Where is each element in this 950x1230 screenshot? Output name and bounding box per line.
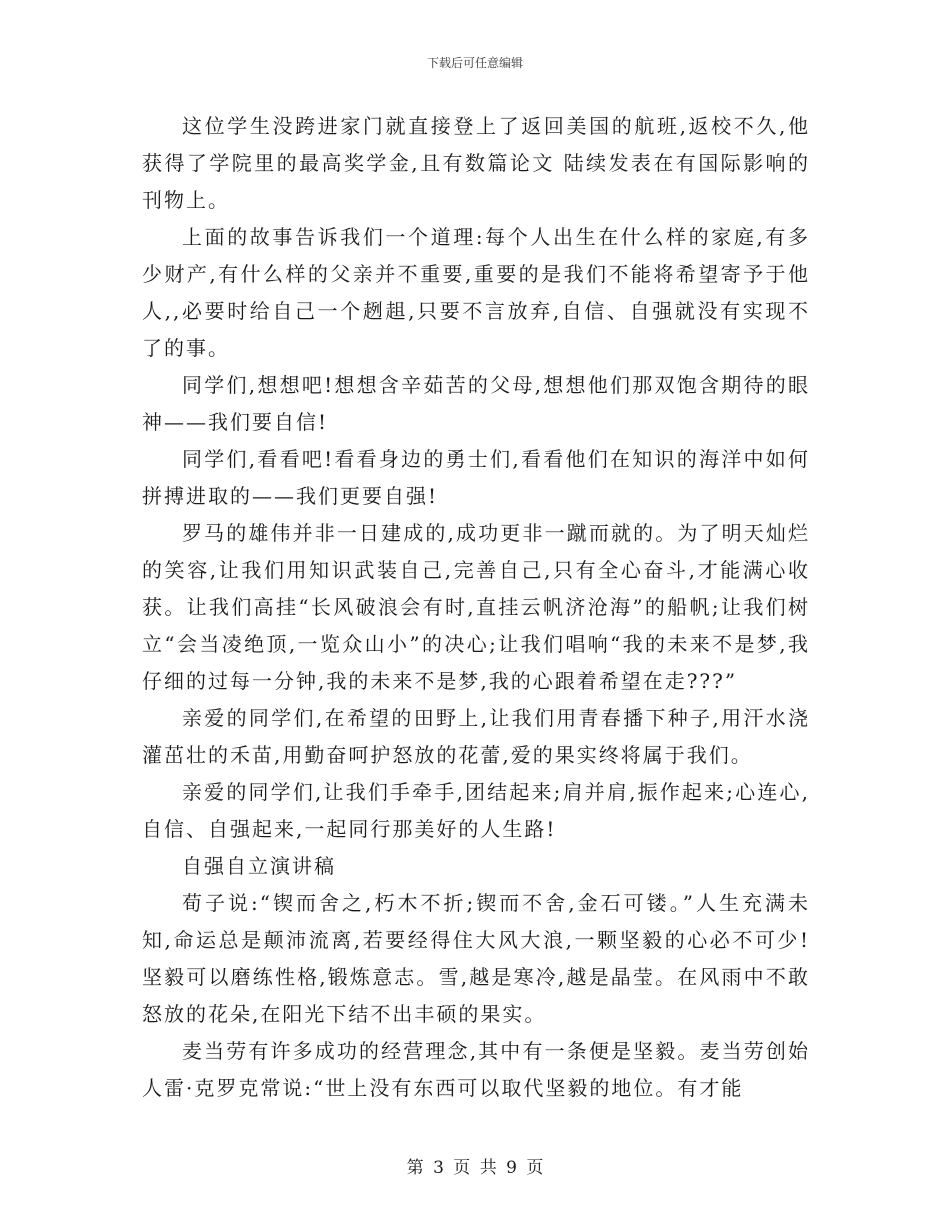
paragraph-5: 罗马的雄伟并非一日建成的,成功更非一蹴而就的。为了明天灿烂的笑容,让我们用知识武装自己,完善自己,只有全心奋斗,才能满心收获。让我们高挂“长风破浪会有时,直挂云帆济沧海”的船帆;让我们树立“会当凌绝顶,一览众山小”的决心;让我们唱响“我的未来不是梦,我仔细的过每一分钟,我的未来不是梦,我的心跟着希望在走???” — [142, 521, 810, 693]
paragraph-9: 麦当劳有许多成功的经营理念,其中有一条便是坚毅。麦当劳创始人雷·克罗克常说:“世上没有东西可以取代坚毅的地位。有才能 — [142, 1039, 810, 1100]
paragraph-4: 同学们,看看吧!看看身边的勇士们,看看他们在知识的海洋中如何拼搏进取的——我们更要自强! — [142, 447, 810, 508]
paragraph-1: 这位学生没跨进家门就直接登上了返回美国的航班,返校不久,他获得了学院里的最高奖学金,且有数篇论文 陆续发表在有国际影响的刊物上。 — [142, 114, 810, 212]
document-body — [142, 108, 810, 1107]
section-title: 自强自立演讲稿 — [182, 854, 336, 878]
page-number-footer: 第 3 页 共 9 页 — [406, 1158, 544, 1178]
paragraph-7: 亲爱的同学们,让我们手牵手,团结起来;肩并肩,振作起来;心连心,自信、自强起来,一起同行那美好的人生路! — [142, 780, 810, 841]
page-header: 下载后可任意编辑 — [426, 56, 523, 70]
paragraph-2: 上面的故事告诉我们一个道理:每个人出生在什么样的家庭,有多少财产,有什么样的父亲并不重要,重要的是我们不能将希望寄予于他人,,必要时给自己一个趔趄,只要不言放弃,自信、自强就没有实现不了的事。 — [142, 225, 810, 360]
paragraph-3: 同学们,想想吧!想想含辛茹苦的父母,想想他们那双饱含期待的眼神——我们要自信! — [142, 373, 810, 434]
paragraph-8: 荀子说:“锲而舍之,朽木不折;锲而不舍,金石可镂。”人生充满未知,命运总是颠沛流离,若要经得住大风大浪,一颗坚毅的心必不可少!坚毅可以磨练性格,锻炼意志。雪,越是寒冷,越是晶莹。在风雨中不敢怒放的花朵,在阳光下结不出丰硕的果实。 — [142, 891, 810, 1026]
paragraph-6: 亲爱的同学们,在希望的田野上,让我们用青春播下种子,用汗水浇灌茁壮的禾苗,用勤奋呵护怒放的花蕾,爱的果实终将属于我们。 — [142, 706, 810, 767]
